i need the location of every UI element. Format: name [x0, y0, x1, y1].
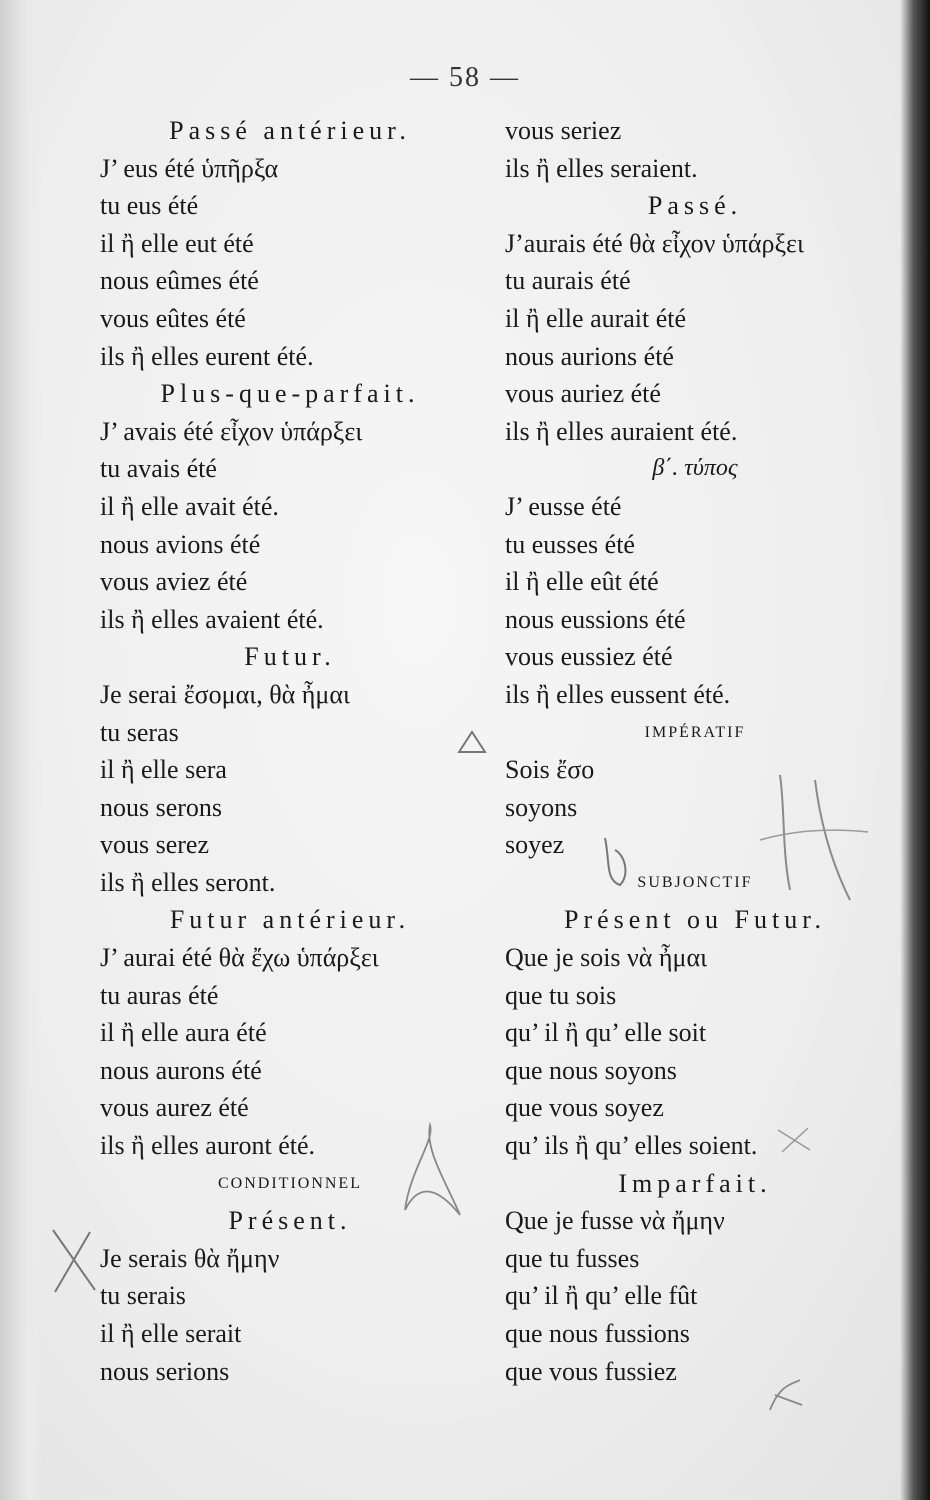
text-line: ils ἢ elles eussent été. — [505, 679, 731, 709]
text-line: tu aurais été — [505, 266, 631, 296]
section-heading: Passé. — [647, 191, 743, 221]
text-line: ils ἢ elles seront. — [100, 867, 276, 897]
text-line: ils ἢ elles avaient été. — [100, 604, 324, 634]
text-line: Que je fusse νὰ ἤμην — [505, 1206, 725, 1236]
text-line: ils ἢ elles auront été. — [100, 1131, 316, 1161]
text-line: qu’ ils ἢ qu’ elles soient. — [505, 1131, 758, 1161]
section-heading: CONDITIONNEL — [218, 1174, 362, 1192]
section-heading: Futur. — [244, 642, 336, 672]
text-line: vous serez — [100, 830, 210, 860]
text-line: que tu sois — [505, 980, 617, 1010]
text-line: que nous soyons — [505, 1055, 677, 1085]
section-heading: Présent ou Futur. — [564, 905, 826, 935]
text-line: il ἢ elle aura été — [100, 1018, 267, 1048]
section-heading: Futur antérieur. — [169, 905, 411, 935]
text-line: que nous fussions — [505, 1319, 690, 1348]
text-line: Sois ἔσο — [505, 755, 595, 785]
text-line: nous aurons été — [100, 1055, 262, 1085]
page-edge-shadow — [900, 0, 930, 1500]
text-line: qu’ il ἢ qu’ elle fût — [505, 1281, 698, 1311]
text-line: que tu fusses — [505, 1243, 640, 1273]
text-line: soyons — [505, 792, 578, 822]
text-line: qu’ il ἢ qu’ elle soit — [505, 1018, 707, 1048]
text-line: tu serais — [100, 1281, 186, 1311]
text-line: tu auras été — [100, 980, 219, 1010]
section-heading: Plus-que-parfait. — [160, 379, 420, 409]
text-line: il ἢ elle eût été — [505, 567, 659, 597]
text-line: tu eusses été — [505, 529, 635, 559]
section-heading: β΄. τύπος — [652, 455, 738, 482]
text-line: J’ avais été εἶχον ὑπάρξει — [100, 416, 363, 446]
text-line: ils ἢ elles eurent été. — [100, 341, 314, 371]
page-number: — 58 — — [410, 62, 520, 93]
text-line: que vous soyez — [505, 1093, 664, 1123]
text-line: il ἢ elle aurait été — [505, 303, 687, 333]
text-line: il ἢ elle avait été. — [100, 491, 279, 521]
text-line: il ἢ elle serait — [100, 1319, 242, 1348]
text-line: vous eûtes été — [100, 303, 246, 333]
text-line: J’ eus été ὑπῆρξα — [100, 153, 279, 183]
text-line: Je serai ἔσομαι, θὰ ἦμαι — [100, 679, 350, 709]
text-line: il ἢ elle eut été — [100, 228, 254, 258]
pencil-x-mark-left — [45, 1220, 105, 1300]
text-line: tu eus été — [100, 191, 199, 221]
text-line: Je serais θὰ ἤμην — [100, 1243, 280, 1273]
text-line: nous serions — [100, 1356, 230, 1386]
section-heading: SUBJONCTIF — [637, 873, 753, 891]
text-line: J’aurais été θὰ εἶχον ὑπάρξει — [505, 228, 804, 258]
section-heading: Passé antérieur. — [169, 116, 411, 145]
text-line: nous aurions été — [505, 341, 674, 371]
section-heading: Imparfait. — [618, 1168, 772, 1198]
right-column — [505, 112, 885, 1390]
text-line: tu avais été — [100, 454, 217, 484]
text-line: soyez — [505, 830, 565, 860]
text-line: tu seras — [100, 717, 179, 747]
text-line: ils ἢ elles seraient. — [505, 153, 698, 183]
binding-shadow — [0, 0, 42, 1500]
text-line: que vous fussiez — [505, 1356, 677, 1386]
text-line: Que je sois νὰ ἦμαι — [505, 943, 708, 973]
text-line: vous seriez — [505, 116, 622, 145]
text-line: vous auriez été — [505, 379, 661, 409]
text-line: ils ἢ elles auraient été. — [505, 416, 738, 446]
text-line: vous aurez été — [100, 1093, 249, 1123]
text-line: nous avions été — [100, 529, 261, 559]
text-line: nous eûmes été — [100, 266, 259, 296]
section-heading: Présent. — [228, 1206, 352, 1236]
text-line: il ἢ elle sera — [100, 755, 227, 785]
left-column — [100, 112, 480, 1390]
text-line: J’ eusse été — [505, 491, 622, 521]
text-line: nous serons — [100, 792, 223, 822]
text-line: vous eussiez été — [505, 642, 673, 672]
text-line: nous eussions été — [505, 604, 686, 634]
text-line: J’ aurai été θὰ ἔχω ὑπάρξει — [100, 943, 379, 973]
section-heading: IMPÉRATIF — [644, 723, 746, 741]
text-line: vous aviez été — [100, 567, 248, 597]
